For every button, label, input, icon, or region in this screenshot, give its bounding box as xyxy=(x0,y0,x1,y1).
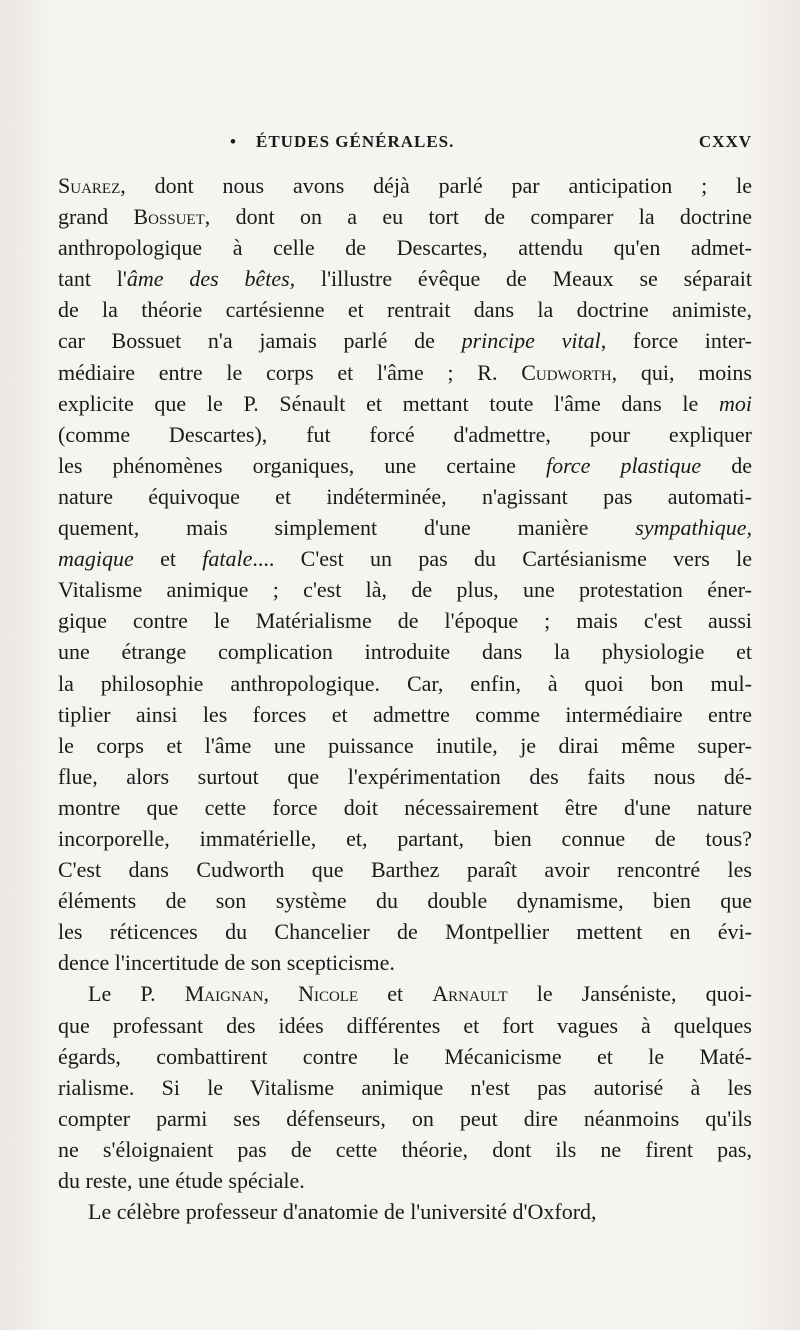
italic-phrase: magique xyxy=(58,546,134,572)
italic-phrase: principe vital xyxy=(461,328,601,354)
text-run: Vitalisme animique ; c'est là, de plus, une protestation éner- xyxy=(58,577,752,603)
text-run: , dont on a eu tort de comparer la doctrine xyxy=(204,204,752,230)
text-run: , force inter- xyxy=(600,328,752,354)
text-run: nature équivoque et indéterminée, n'agissant pas automati- xyxy=(58,483,752,509)
text-line xyxy=(58,325,752,356)
running-header xyxy=(230,132,752,158)
text-line xyxy=(58,885,752,916)
text-run: quement, mais simplement d'une manière xyxy=(58,515,636,541)
running-title: ÉTUDES GÉNÉRALES. xyxy=(256,132,455,151)
text-line xyxy=(58,605,752,636)
small-caps-name: Nicole xyxy=(298,981,359,1007)
text-run: tiplier ainsi les forces et admettre comme intermédiaire entre xyxy=(58,701,752,727)
text-line xyxy=(58,668,752,699)
text-run: anthropologique à celle de Descartes, attendu qu'en admet- xyxy=(58,235,752,261)
text-run: explicite que le P. Sénault et mettant toute l'âme dans le xyxy=(58,390,719,416)
text-line xyxy=(58,419,752,450)
text-run: et xyxy=(358,981,433,1007)
text-line xyxy=(58,294,752,325)
text-line xyxy=(58,730,752,761)
text-line xyxy=(58,636,752,667)
text-run: , xyxy=(263,981,299,1007)
text-run: compter parmi ses défenseurs, on peut dire néanmoins qu'ils xyxy=(58,1105,752,1131)
text-run: de xyxy=(701,452,752,478)
italic-phrase: âme des bêtes, xyxy=(126,266,296,292)
italic-phrase: fatale xyxy=(202,546,253,572)
text-run: le Janséniste, quoi- xyxy=(507,981,752,1007)
text-line xyxy=(58,574,752,605)
text-run: que professant des idées différentes et fort vagues à quelques xyxy=(58,1012,752,1038)
text-run: la philosophie anthropologique. Car, enfin, à quoi bon mul- xyxy=(58,670,752,696)
text-run: et xyxy=(133,546,203,572)
text-run: montre que cette force doit nécessairement être d'une nature xyxy=(58,794,752,820)
text-line xyxy=(58,1103,752,1134)
text-run: dence l'incertitude de son scepticisme. xyxy=(58,950,395,976)
text-run: l'illustre évêque de Meaux se séparait xyxy=(295,266,752,292)
text-line xyxy=(58,947,752,978)
text-line xyxy=(58,201,752,232)
text-run: une étrange complication introduite dans la physiologie et xyxy=(58,639,752,665)
text-run: (comme Descartes), fut forcé d'admettre, pour expliquer xyxy=(58,421,752,447)
text-run: ne s'éloignaient pas de cette théorie, dont ils ne firent pas, xyxy=(58,1136,752,1162)
text-run: gique contre le Matérialisme de l'époque ; mais c'est aussi xyxy=(58,608,752,634)
text-run: flue, alors surtout que l'expérimentation des faits nous dé- xyxy=(58,763,752,789)
text-line xyxy=(58,916,752,947)
small-caps-name: Maignan xyxy=(184,981,264,1007)
small-caps-name: Suarez xyxy=(58,173,121,198)
text-run: , qui, moins xyxy=(611,359,752,385)
page-number: CXXV xyxy=(698,132,752,151)
text-run: incorporelle, immatérielle, et, partant, bien connue de tous? xyxy=(58,825,752,851)
text-line xyxy=(58,170,752,201)
text-line xyxy=(58,1196,752,1227)
text-run: , dont nous avons déjà parlé par anticipation ; le xyxy=(120,173,752,198)
text-line xyxy=(58,357,752,388)
text-run: de la théorie cartésienne et rentrait dans la doctrine animiste, xyxy=(58,297,752,323)
text-run: Le célèbre professeur d'anatomie de l'université d'Oxford, xyxy=(88,1199,597,1225)
text-line xyxy=(58,699,752,730)
text-line xyxy=(58,481,752,512)
text-line xyxy=(58,543,752,574)
italic-phrase: force plastique xyxy=(545,452,702,478)
text-run: Le P. xyxy=(88,981,185,1007)
text-line xyxy=(58,761,752,792)
text-line xyxy=(58,512,752,543)
text-line xyxy=(58,1165,752,1196)
text-line xyxy=(58,388,752,419)
small-caps-name: Arnault xyxy=(432,981,508,1007)
text-line xyxy=(58,978,752,1009)
text-run: les réticences du Chancelier de Montpellier mettent en évi- xyxy=(58,919,752,945)
italic-phrase: sympathique, xyxy=(635,515,752,541)
italic-phrase: moi xyxy=(719,390,752,416)
text-run: .... C'est un pas du Cartésianisme vers le xyxy=(252,546,752,572)
text-run: médiaire entre le corps et l'âme ; R. xyxy=(58,359,522,385)
text-line xyxy=(58,232,752,263)
text-run: éléments de son système du double dynamisme, bien que xyxy=(58,888,752,914)
text-run: grand xyxy=(58,204,134,230)
text-run: le corps et l'âme une puissance inutile, je dirai même super- xyxy=(58,732,752,758)
text-line xyxy=(58,1134,752,1165)
header-ornament: • xyxy=(230,132,237,151)
text-line xyxy=(58,823,752,854)
text-run: du reste, une étude spéciale. xyxy=(58,1168,305,1193)
body-text xyxy=(58,170,752,1227)
text-line xyxy=(58,1041,752,1072)
text-run: C'est dans Cudworth que Barthez paraît avoir rencontré les xyxy=(58,857,752,883)
small-caps-name: Bossuet xyxy=(133,204,205,230)
text-run: rialisme. Si le Vitalisme animique n'est pas autorisé à les xyxy=(58,1074,752,1100)
text-run: égards, combattirent contre le Mécanicisme et le Maté- xyxy=(58,1043,752,1069)
small-caps-name: Cudworth xyxy=(521,359,612,385)
text-run: tant l' xyxy=(58,266,127,292)
text-run: car Bossuet n'a jamais parlé de xyxy=(58,328,462,354)
text-run: les phénomènes organiques, une certaine xyxy=(58,452,546,478)
text-line xyxy=(58,1072,752,1103)
text-line xyxy=(58,263,752,294)
text-line xyxy=(58,792,752,823)
text-line xyxy=(58,450,752,481)
text-line xyxy=(58,1010,752,1041)
text-line xyxy=(58,854,752,885)
